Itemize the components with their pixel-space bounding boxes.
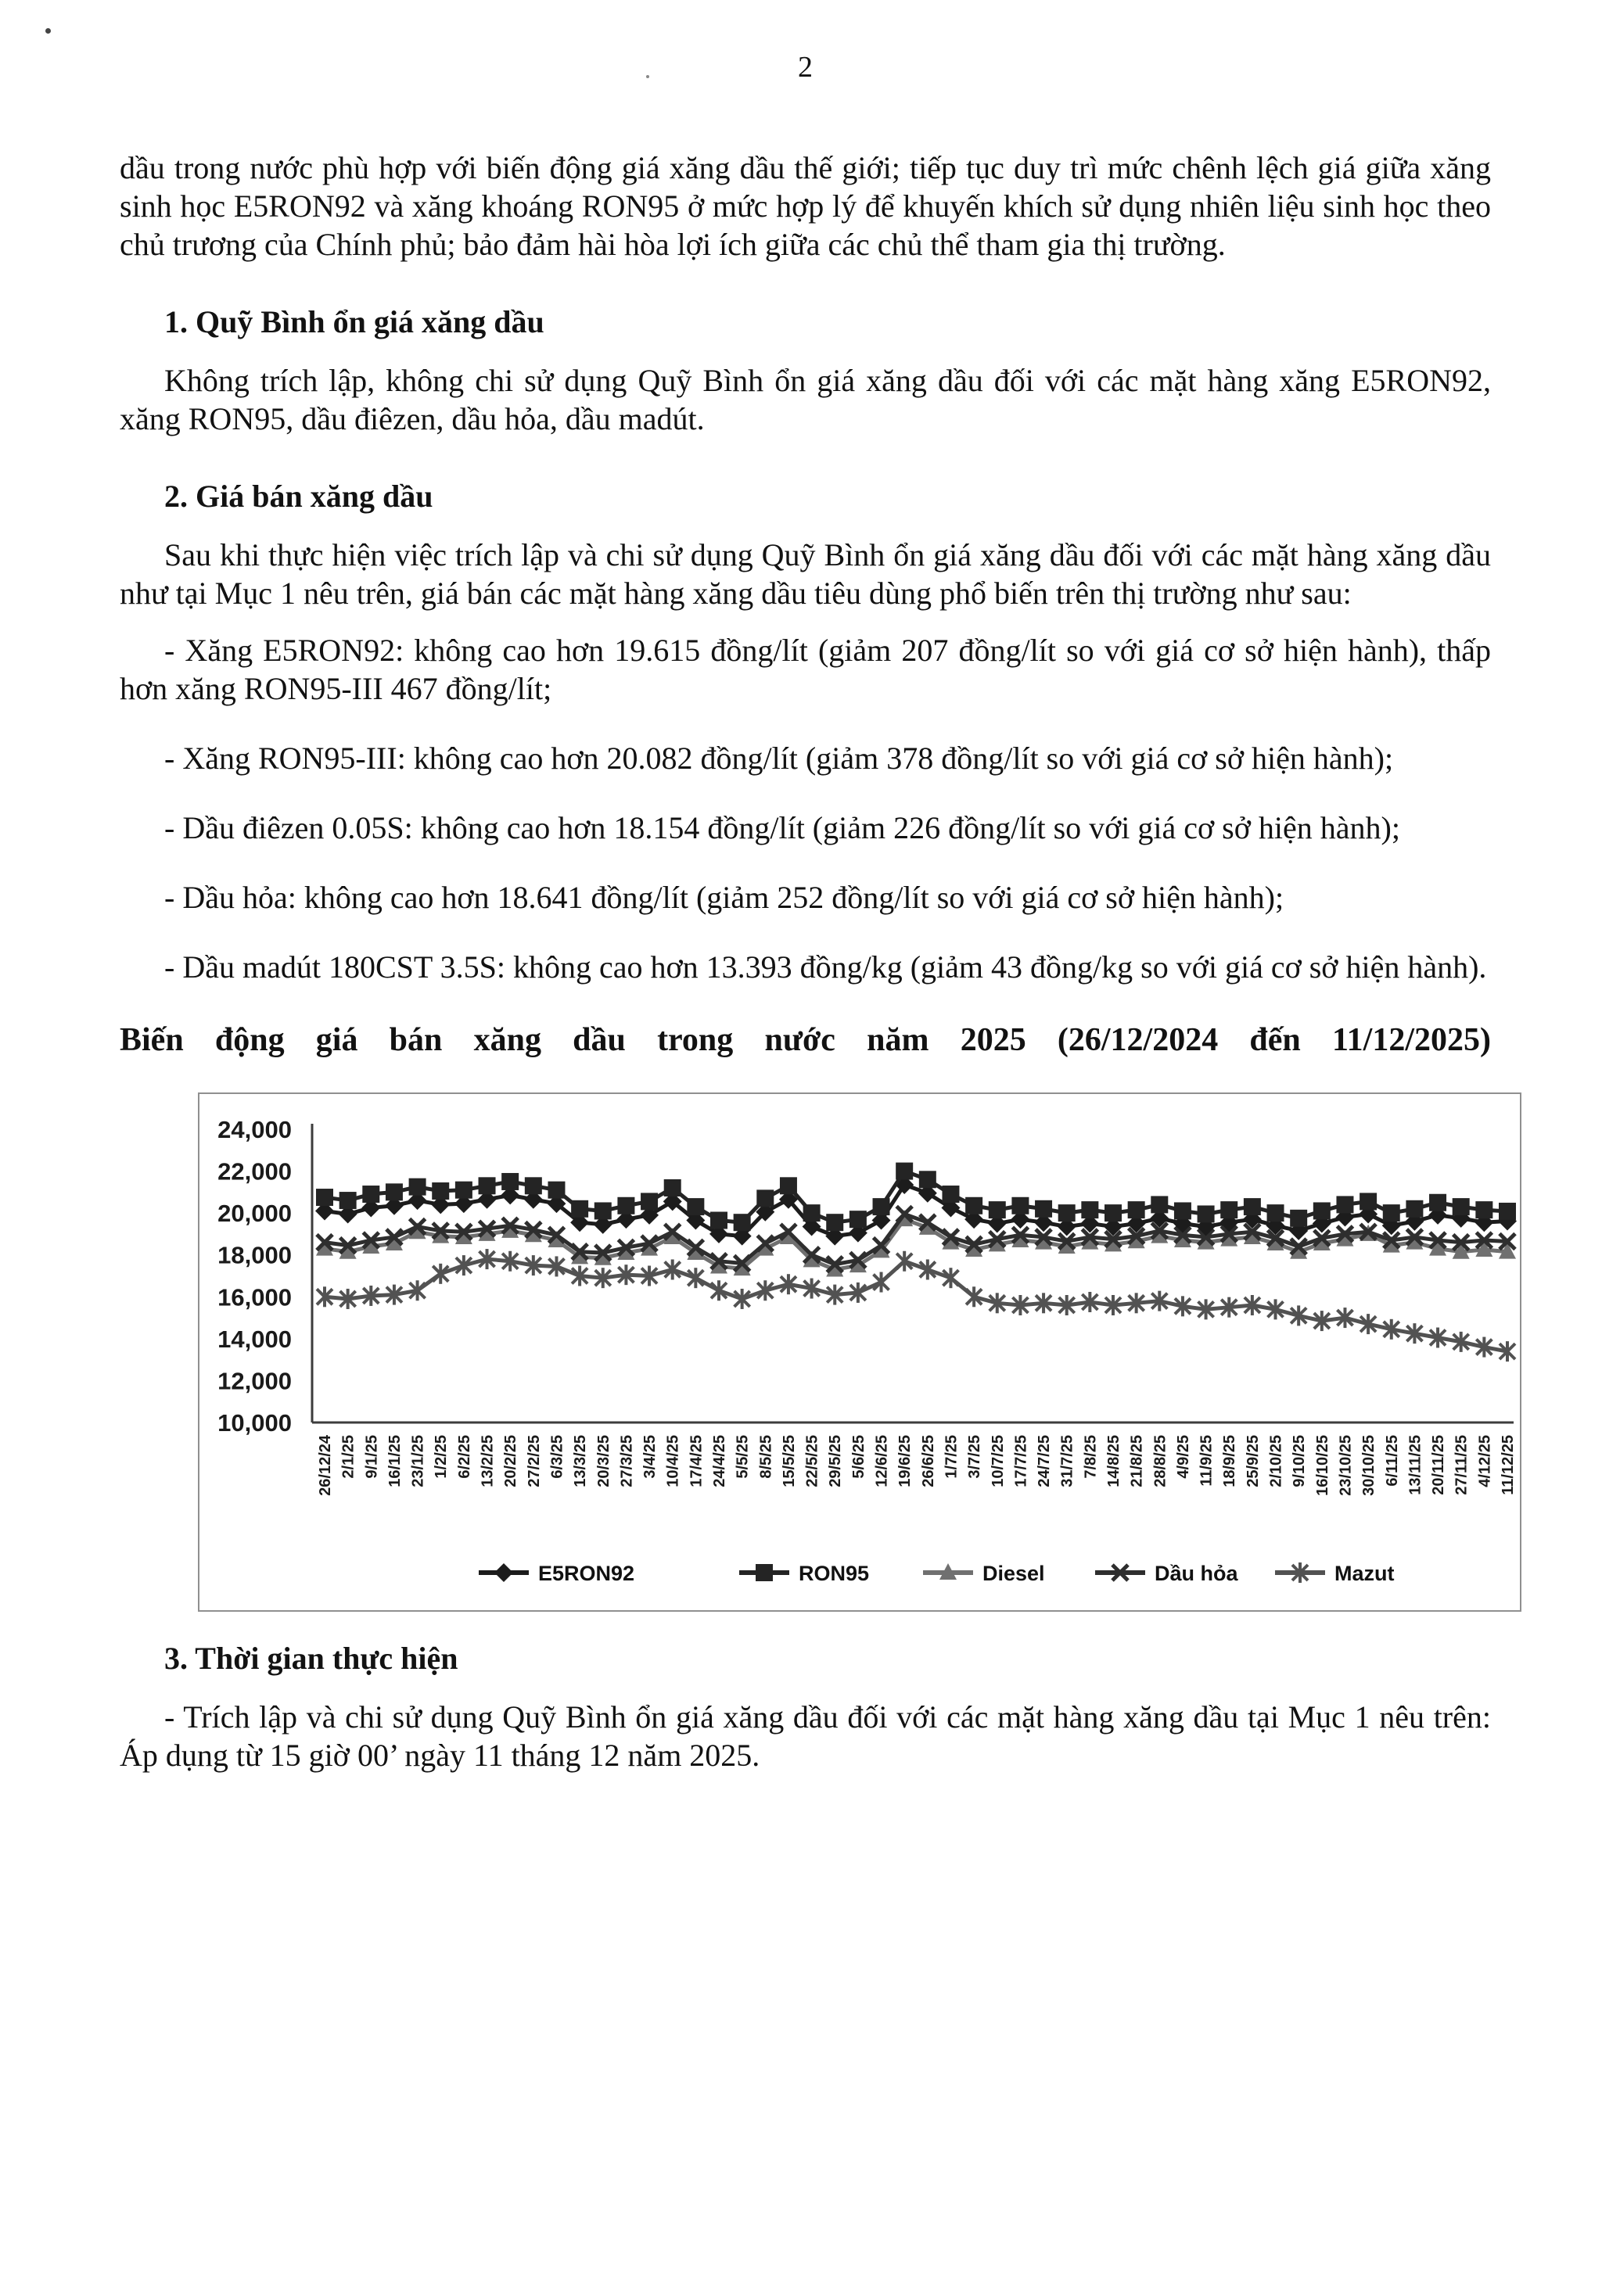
svg-text:24/4/25: 24/4/25: [711, 1435, 728, 1487]
intro-paragraph: dầu trong nước phù hợp với biến động giá xăng dầu thế giới; tiếp tục duy trì mức chênh lệch giá giữa xăng sinh học E5RON92 và xăng khoáng RON95 ở mức hợp lý để khuyến khích sử dụng nhiên liệu sinh học theo chủ trương của Chính phủ; bảo đảm hài hòa lợi ích giữa các chủ thể tham gia thị trường.: [120, 150, 1491, 262]
svg-text:16/1/25: 16/1/25: [386, 1435, 404, 1487]
svg-text:Mazut: Mazut: [1334, 1562, 1395, 1585]
svg-text:22,000: 22,000: [217, 1157, 292, 1186]
svg-text:5/6/25: 5/6/25: [849, 1435, 867, 1479]
svg-text:9/1/25: 9/1/25: [363, 1435, 381, 1479]
svg-text:27/2/25: 27/2/25: [525, 1435, 543, 1487]
svg-text:3/7/25: 3/7/25: [966, 1435, 984, 1479]
svg-text:14,000: 14,000: [217, 1325, 292, 1353]
svg-text:14/8/25: 14/8/25: [1105, 1435, 1122, 1487]
svg-text:22/5/25: 22/5/25: [803, 1435, 821, 1487]
svg-text:20/3/25: 20/3/25: [594, 1435, 612, 1487]
svg-text:17/4/25: 17/4/25: [688, 1435, 706, 1487]
svg-text:24/7/25: 24/7/25: [1036, 1435, 1054, 1487]
price-item-ron95: - Xăng RON95-III: không cao hơn 20.082 đồng/lít (giảm 378 đồng/lít so với giá cơ sở hiện hành);: [164, 741, 1394, 776]
svg-text:17/7/25: 17/7/25: [1012, 1435, 1030, 1487]
svg-text:6/3/25: 6/3/25: [548, 1435, 566, 1479]
svg-text:26/6/25: 26/6/25: [919, 1435, 937, 1487]
svg-text:12/6/25: 12/6/25: [873, 1435, 891, 1487]
price-chart-svg: [199, 1094, 1520, 1610]
svg-text:11/9/25: 11/9/25: [1198, 1435, 1216, 1487]
svg-text:6/2/25: 6/2/25: [455, 1435, 473, 1479]
scan-speck: [45, 28, 51, 34]
svg-text:28/8/25: 28/8/25: [1151, 1435, 1169, 1487]
svg-text:Dầu hỏa: Dầu hỏa: [1155, 1562, 1238, 1585]
section-2-heading: 2. Giá bán xăng dầu: [164, 479, 433, 514]
section-3-paragraph: - Trích lập và chi sử dụng Quỹ Bình ổn giá xăng dầu đối với các mặt hàng xăng dầu tại Mục 1 nêu trên: Áp dụng từ 15 giờ 00’ ngày 11 tháng 12 năm 2025.: [120, 1699, 1491, 1773]
svg-text:E5RON92: E5RON92: [538, 1562, 635, 1585]
svg-text:15/5/25: 15/5/25: [780, 1435, 798, 1487]
svg-text:13/11/25: 13/11/25: [1406, 1435, 1424, 1495]
section-1-paragraph: Không trích lập, không chi sử dụng Quỹ Bình ổn giá xăng dầu đối với các mặt hàng xăng E5RON92, xăng RON95, dầu điêzen, dầu hỏa, dầu madút.: [120, 363, 1491, 436]
svg-text:4/9/25: 4/9/25: [1174, 1435, 1192, 1479]
svg-text:6/11/25: 6/11/25: [1383, 1435, 1401, 1487]
scan-speck: [646, 75, 649, 78]
svg-text:5/5/25: 5/5/25: [734, 1435, 752, 1479]
svg-text:20/11/25: 20/11/25: [1430, 1435, 1448, 1495]
svg-text:13/3/25: 13/3/25: [572, 1435, 590, 1487]
svg-text:7/8/25: 7/8/25: [1082, 1435, 1100, 1479]
svg-text:4/12/25: 4/12/25: [1476, 1435, 1494, 1487]
svg-text:3/4/25: 3/4/25: [641, 1435, 659, 1479]
price-chart-figure: [198, 1092, 1521, 1612]
svg-text:12,000: 12,000: [217, 1367, 292, 1395]
svg-text:24,000: 24,000: [217, 1116, 292, 1143]
svg-text:2/1/25: 2/1/25: [339, 1435, 357, 1479]
svg-text:16/10/25: 16/10/25: [1313, 1435, 1331, 1496]
svg-text:9/10/25: 9/10/25: [1291, 1435, 1309, 1487]
svg-text:27/11/25: 27/11/25: [1453, 1435, 1471, 1495]
svg-text:2/10/25: 2/10/25: [1267, 1435, 1285, 1487]
svg-text:10/4/25: 10/4/25: [664, 1435, 682, 1487]
svg-text:16,000: 16,000: [217, 1283, 292, 1311]
svg-text:26/12/24: 26/12/24: [317, 1435, 334, 1496]
svg-text:20,000: 20,000: [217, 1200, 292, 1228]
svg-text:29/5/25: 29/5/25: [827, 1435, 845, 1487]
price-item-mazut: - Dầu madút 180CST 3.5S: không cao hơn 13.393 đồng/kg (giảm 43 đồng/kg so với giá cơ sở hiện hành).: [164, 949, 1487, 985]
svg-text:20/2/25: 20/2/25: [502, 1435, 520, 1487]
svg-text:27/3/25: 27/3/25: [618, 1435, 636, 1487]
svg-text:25/9/25: 25/9/25: [1244, 1435, 1262, 1487]
section-2-paragraph: Sau khi thực hiện việc trích lập và chi sử dụng Quỹ Bình ổn giá xăng dầu đối với các mặt hàng xăng dầu như tại Mục 1 nêu trên, giá bán các mặt hàng xăng dầu tiêu dùng phổ biến trên thị trường như sau:: [120, 537, 1491, 611]
svg-text:RON95: RON95: [799, 1562, 870, 1585]
svg-text:1/2/25: 1/2/25: [433, 1435, 451, 1479]
svg-text:8/5/25: 8/5/25: [757, 1435, 775, 1479]
svg-text:10,000: 10,000: [217, 1409, 292, 1437]
svg-text:23/1/25: 23/1/25: [409, 1435, 427, 1487]
svg-text:18,000: 18,000: [217, 1241, 292, 1269]
price-item-kerosene: - Dầu hỏa: không cao hơn 18.641 đồng/lít (giảm 252 đồng/lít so với giá cơ sở hiện hành);: [164, 880, 1284, 915]
price-item-e5ron92: - Xăng E5RON92: không cao hơn 19.615 đồng/lít (giảm 207 đồng/lít so với giá cơ sở hiện hành), thấp hơn xăng RON95-III 467 đồng/lít;: [120, 633, 1491, 706]
svg-text:1/7/25: 1/7/25: [943, 1435, 961, 1479]
chart-title: Biến động giá bán xăng dầu trong nước năm 2025 (26/12/2024 đến 11/12/2025): [120, 1022, 1491, 1058]
svg-text:18/9/25: 18/9/25: [1221, 1435, 1239, 1487]
svg-text:30/10/25: 30/10/25: [1360, 1435, 1378, 1496]
svg-text:19/6/25: 19/6/25: [896, 1435, 914, 1487]
svg-text:11/12/25: 11/12/25: [1500, 1435, 1517, 1495]
section-3-heading: 3. Thời gian thực hiện: [164, 1641, 458, 1676]
svg-text:13/2/25: 13/2/25: [479, 1435, 497, 1487]
svg-text:Diesel: Diesel: [982, 1562, 1045, 1585]
svg-text:23/10/25: 23/10/25: [1337, 1435, 1355, 1496]
section-1-heading: 1. Quỹ Bình ổn giá xăng dầu: [164, 304, 544, 339]
page-number: 2: [798, 51, 813, 84]
price-item-diesel: - Dầu điêzen 0.05S: không cao hơn 18.154 đồng/lít (giảm 226 đồng/lít so với giá cơ sở hiện hành);: [164, 810, 1400, 845]
svg-text:10/7/25: 10/7/25: [989, 1435, 1007, 1487]
svg-text:31/7/25: 31/7/25: [1058, 1435, 1076, 1487]
svg-text:21/8/25: 21/8/25: [1128, 1435, 1146, 1487]
